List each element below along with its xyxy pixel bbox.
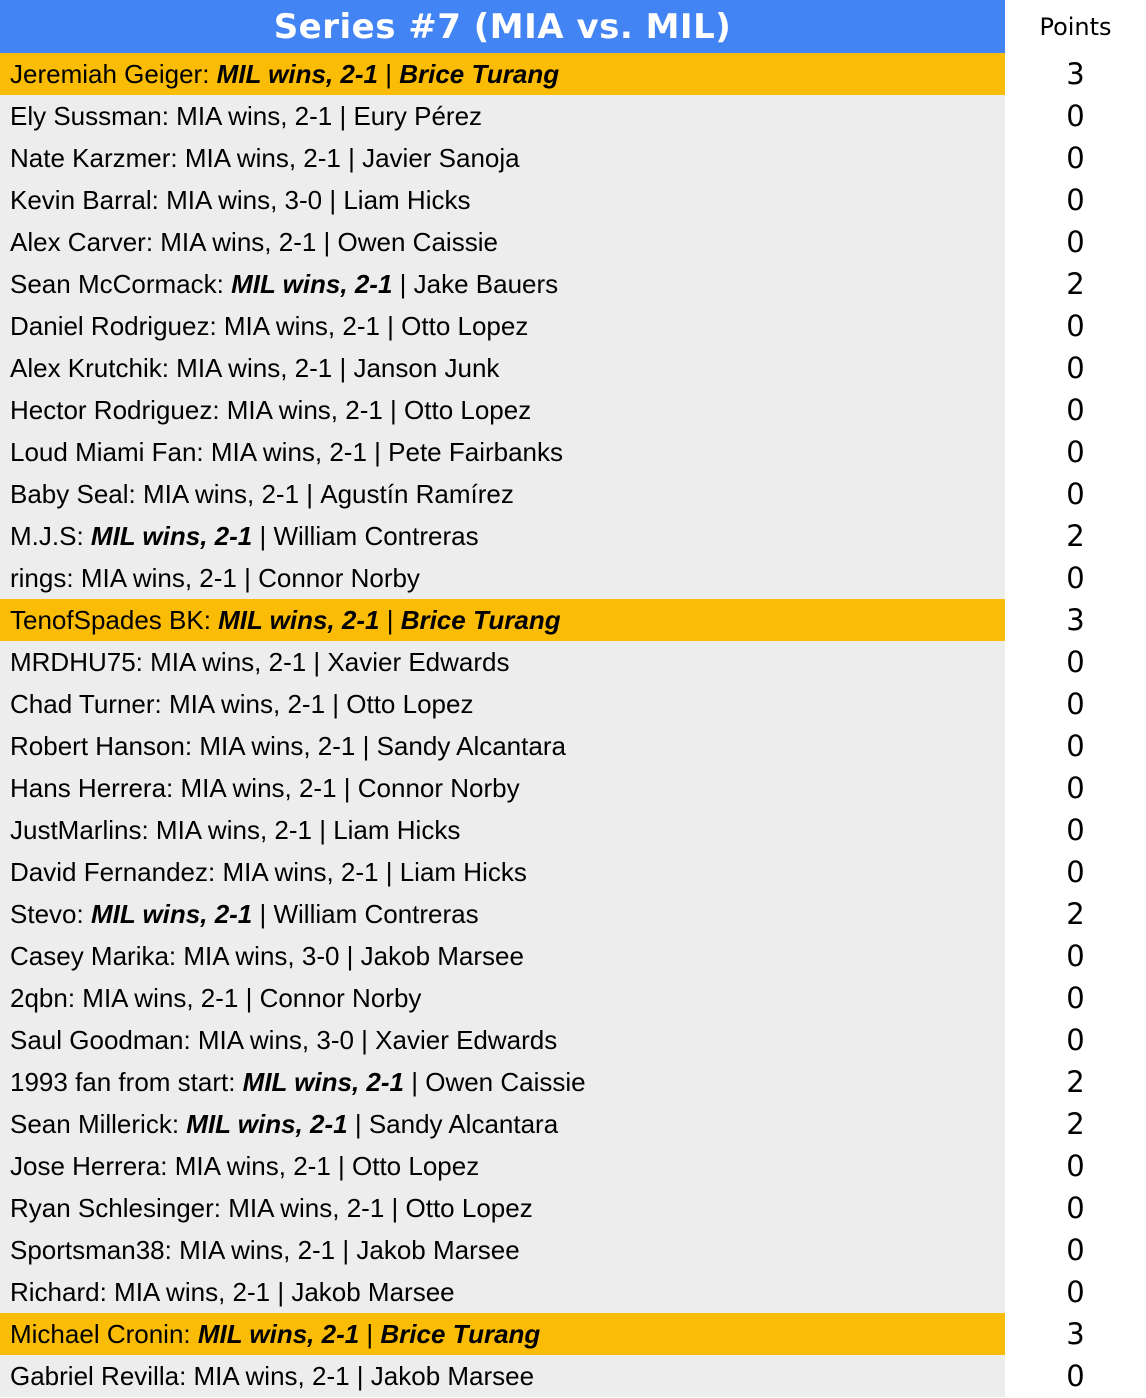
separator: | — [379, 604, 401, 635]
participant-name: Jeremiah Geiger: — [10, 58, 217, 89]
separator: | — [355, 730, 377, 761]
table-row — [0, 305, 1146, 347]
series-prediction: MIA wins, 3-0 — [166, 184, 323, 215]
series-prediction: MIL wins, 2-1 — [90, 898, 253, 929]
player-pick: Owen Caissie — [337, 226, 498, 257]
separator: | — [366, 436, 389, 467]
player-pick: Otto Lopez — [401, 310, 529, 341]
points-value: 2 — [1066, 897, 1085, 931]
points-cell — [1005, 767, 1146, 809]
separator: | — [316, 226, 338, 257]
participant-name: Baby Seal: — [10, 478, 143, 509]
prediction-cell — [0, 683, 1005, 725]
separator: | — [347, 1108, 369, 1139]
participant-name: Gabriel Revilla: — [10, 1360, 194, 1391]
points-value: 0 — [1066, 855, 1085, 889]
points-cell — [1005, 557, 1146, 599]
prediction-cell — [0, 53, 1005, 95]
points-value: 3 — [1066, 603, 1085, 637]
prediction-cell — [0, 641, 1005, 683]
prediction-cell — [0, 263, 1005, 305]
points-cell — [1005, 1019, 1146, 1061]
points-cell — [1005, 725, 1146, 767]
table-row — [0, 53, 1146, 95]
points-value: 0 — [1066, 1023, 1085, 1057]
player-pick: Liam Hicks — [333, 814, 461, 845]
separator: | — [339, 940, 361, 971]
player-pick: Eury Pérez — [353, 100, 483, 131]
points-cell — [1005, 389, 1146, 431]
participant-name: Chad Turner: — [10, 688, 169, 719]
points-cell — [1005, 809, 1146, 851]
prediction-cell — [0, 767, 1005, 809]
points-cell — [1005, 221, 1146, 263]
series-prediction: MIA wins, 2-1 — [82, 982, 239, 1013]
participant-name: JustMarlins: — [10, 814, 156, 845]
points-value: 0 — [1066, 141, 1085, 175]
prediction-cell — [0, 809, 1005, 851]
prediction-cell — [0, 1187, 1005, 1229]
separator: | — [382, 394, 405, 425]
points-cell — [1005, 1313, 1146, 1355]
points-value: 3 — [1066, 1317, 1085, 1351]
player-pick: Jakob Marsee — [360, 940, 524, 971]
separator: | — [336, 772, 358, 803]
points-cell — [1005, 599, 1146, 641]
player-pick: Janson Junk — [353, 352, 500, 383]
table-row — [0, 1313, 1146, 1355]
points-value: 0 — [1066, 183, 1085, 217]
table-row — [0, 1229, 1146, 1271]
separator: | — [353, 1024, 376, 1055]
points-cell — [1005, 851, 1146, 893]
separator: | — [335, 1234, 357, 1265]
separator: | — [238, 982, 260, 1013]
series-prediction: MIL wins, 2-1 — [216, 58, 378, 89]
points-header-cell — [1005, 0, 1146, 53]
table-row — [0, 1271, 1146, 1313]
series-prediction: MIA wins, 2-1 — [222, 856, 379, 887]
points-cell — [1005, 935, 1146, 977]
table-row — [0, 935, 1146, 977]
table-row — [0, 557, 1146, 599]
table-row — [0, 977, 1146, 1019]
participant-name: Stevo: — [10, 898, 91, 929]
series-prediction: MIA wins, 2-1 — [80, 562, 237, 593]
participant-name: Richard: — [10, 1276, 115, 1307]
participant-name: Saul Goodman: — [10, 1024, 198, 1055]
series-prediction: MIA wins, 2-1 — [210, 436, 367, 467]
points-value: 0 — [1066, 99, 1085, 133]
prediction-cell — [0, 1103, 1005, 1145]
player-pick: Agustín Ramírez — [320, 478, 514, 509]
table-row — [0, 809, 1146, 851]
player-pick: Xavier Edwards — [327, 646, 510, 677]
points-cell — [1005, 137, 1146, 179]
points-value: 2 — [1066, 1065, 1085, 1099]
player-pick: Brice Turang — [380, 1318, 541, 1349]
series-prediction: MIA wins, 2-1 — [223, 310, 380, 341]
table-row — [0, 599, 1146, 641]
prediction-cell — [0, 1271, 1005, 1313]
prediction-cell — [0, 1019, 1005, 1061]
participant-name: 2qbn: — [10, 982, 83, 1013]
table-row — [0, 263, 1146, 305]
separator: | — [332, 100, 354, 131]
series-prediction: MIA wins, 2-1 — [228, 1192, 385, 1223]
table-row — [0, 473, 1146, 515]
series-prediction: MIA wins, 2-1 — [114, 1276, 271, 1307]
player-pick: Otto Lopez — [405, 1192, 533, 1223]
prediction-cell — [0, 1229, 1005, 1271]
table-row — [0, 641, 1146, 683]
separator: | — [392, 268, 414, 299]
points-value: 0 — [1066, 1359, 1085, 1393]
participant-name: Hector Rodriguez: — [10, 394, 227, 425]
player-pick: William Contreras — [273, 898, 479, 929]
player-pick: Connor Norby — [357, 772, 520, 803]
player-pick: Owen Caissie — [425, 1066, 586, 1097]
table-row — [0, 389, 1146, 431]
separator: | — [349, 1360, 371, 1391]
player-pick: Xavier Edwards — [375, 1024, 558, 1055]
table-row — [0, 725, 1146, 767]
prediction-cell — [0, 1145, 1005, 1187]
prediction-cell — [0, 347, 1005, 389]
separator: | — [325, 688, 347, 719]
points-value: 2 — [1066, 519, 1085, 553]
prediction-cell — [0, 305, 1005, 347]
prediction-cell — [0, 137, 1005, 179]
participant-name: Loud Miami Fan: — [10, 436, 211, 467]
table-row — [0, 1019, 1146, 1061]
points-cell — [1005, 1355, 1146, 1397]
table-row — [0, 767, 1146, 809]
points-value: 0 — [1066, 939, 1085, 973]
separator: | — [340, 142, 363, 173]
table-row — [0, 347, 1146, 389]
table-row — [0, 221, 1146, 263]
player-pick: Otto Lopez — [346, 688, 474, 719]
series-prediction: MIA wins, 2-1 — [142, 478, 300, 509]
player-pick: Sandy Alcantara — [368, 1108, 559, 1139]
series-prediction: MIL wins, 2-1 — [90, 520, 253, 551]
prediction-cell — [0, 431, 1005, 473]
series-prediction: MIL wins, 2-1 — [218, 604, 380, 635]
prediction-cell — [0, 1313, 1005, 1355]
prediction-cell — [0, 599, 1005, 641]
series-prediction: MIL wins, 2-1 — [231, 268, 393, 299]
points-value: 0 — [1066, 393, 1085, 427]
separator: | — [332, 352, 354, 383]
prediction-cell — [0, 893, 1005, 935]
participant-name: Robert Hanson: — [10, 730, 200, 761]
points-value: 2 — [1066, 267, 1085, 301]
participant-name: Ely Sussman: — [10, 100, 177, 131]
points-header-label: Points — [1039, 12, 1112, 41]
series-prediction: MIA wins, 3-0 — [183, 940, 340, 971]
series-title: Series #7 (MIA vs. MIL) — [273, 6, 732, 47]
points-cell — [1005, 1271, 1146, 1313]
series-prediction: MIL wins, 2-1 — [186, 1108, 348, 1139]
prediction-cell — [0, 557, 1005, 599]
separator: | — [322, 184, 344, 215]
points-cell — [1005, 1061, 1146, 1103]
player-pick: Jake Bauers — [413, 268, 559, 299]
prediction-cell — [0, 515, 1005, 557]
points-value: 2 — [1066, 1107, 1085, 1141]
prediction-cell — [0, 935, 1005, 977]
player-pick: Connor Norby — [258, 562, 420, 593]
prediction-cell — [0, 1355, 1005, 1397]
participant-name: MRDHU75: — [10, 646, 151, 677]
separator: | — [270, 1276, 292, 1307]
player-pick: Otto Lopez — [352, 1150, 480, 1181]
points-value: 0 — [1066, 1275, 1085, 1309]
table-row — [0, 851, 1146, 893]
participant-name: 1993 fan from start: — [10, 1066, 243, 1097]
prediction-cell — [0, 179, 1005, 221]
series-prediction: MIA wins, 2-1 — [193, 1360, 350, 1391]
points-value: 0 — [1066, 771, 1085, 805]
player-pick: Otto Lopez — [404, 394, 532, 425]
series-prediction: MIA wins, 2-1 — [199, 730, 356, 761]
separator: | — [404, 1066, 426, 1097]
separator: | — [330, 1150, 352, 1181]
points-value: 0 — [1066, 477, 1085, 511]
points-cell — [1005, 1187, 1146, 1229]
series-prediction: MIA wins, 2-1 — [168, 688, 326, 719]
series-prediction: MIA wins, 2-1 — [174, 1150, 331, 1181]
participant-name: Hans Herrera: — [10, 772, 181, 803]
points-value: 0 — [1066, 561, 1085, 595]
participant-name: Jose Herrera: — [10, 1150, 175, 1181]
points-value: 0 — [1066, 1233, 1085, 1267]
participant-name: Daniel Rodriguez: — [10, 310, 224, 341]
participant-name: Kevin Barral: — [10, 184, 167, 215]
points-value: 0 — [1066, 225, 1085, 259]
separator: | — [359, 1318, 381, 1349]
points-value: 0 — [1066, 1191, 1085, 1225]
participant-name: David Fernandez: — [10, 856, 223, 887]
participant-name: Sean McCormack: — [10, 268, 232, 299]
points-cell — [1005, 515, 1146, 557]
series-prediction: MIA wins, 2-1 — [150, 646, 307, 677]
points-value: 0 — [1066, 687, 1085, 721]
points-value: 0 — [1066, 435, 1085, 469]
series-prediction: MIA wins, 2-1 — [179, 1234, 336, 1265]
points-cell — [1005, 977, 1146, 1019]
points-cell — [1005, 1145, 1146, 1187]
separator: | — [236, 562, 259, 593]
prediction-cell — [0, 95, 1005, 137]
points-value: 0 — [1066, 813, 1085, 847]
separator: | — [378, 58, 400, 89]
separator: | — [299, 478, 321, 509]
points-cell — [1005, 95, 1146, 137]
player-pick: Javier Sanoja — [362, 142, 520, 173]
points-cell — [1005, 1229, 1146, 1271]
series-prediction: MIL wins, 2-1 — [242, 1066, 405, 1097]
table-row — [0, 431, 1146, 473]
series-prediction: MIA wins, 3-0 — [197, 1024, 354, 1055]
player-pick: Sandy Alcantara — [376, 730, 566, 761]
table-row — [0, 1145, 1146, 1187]
separator: | — [379, 310, 402, 341]
table-row — [0, 1355, 1146, 1397]
points-cell — [1005, 179, 1146, 221]
table-row — [0, 1103, 1146, 1145]
prediction-cell — [0, 389, 1005, 431]
participant-name: M.J.S: — [10, 520, 91, 551]
participant-name: TenofSpades BK: — [10, 604, 219, 635]
player-pick: Connor Norby — [259, 982, 422, 1013]
participant-name: Nate Karzmer: — [10, 142, 185, 173]
points-value: 0 — [1066, 645, 1085, 679]
series-prediction: MIA wins, 2-1 — [176, 352, 333, 383]
points-value: 3 — [1066, 57, 1085, 91]
participant-name: Sportsman38: — [10, 1234, 180, 1265]
points-cell — [1005, 641, 1146, 683]
points-cell — [1005, 53, 1146, 95]
participant-name: Alex Carver: — [10, 226, 161, 257]
series-prediction: MIA wins, 2-1 — [155, 814, 312, 845]
separator: | — [384, 1192, 406, 1223]
points-value: 0 — [1066, 309, 1085, 343]
series-prediction: MIA wins, 2-1 — [160, 226, 317, 257]
points-value: 0 — [1066, 1149, 1085, 1183]
table-row — [0, 95, 1146, 137]
points-cell — [1005, 473, 1146, 515]
table-row — [0, 893, 1146, 935]
points-cell — [1005, 1103, 1146, 1145]
player-pick: Jakob Marsee — [370, 1360, 535, 1391]
player-pick: Brice Turang — [399, 58, 560, 89]
player-pick: Pete Fairbanks — [388, 436, 564, 467]
prediction-cell — [0, 473, 1005, 515]
participant-name: Alex Krutchik: — [10, 352, 177, 383]
player-pick: William Contreras — [273, 520, 479, 551]
points-cell — [1005, 263, 1146, 305]
participant-name: Sean Millerick: — [10, 1108, 187, 1139]
table-row — [0, 137, 1146, 179]
series-prediction: MIA wins, 2-1 — [226, 394, 383, 425]
separator: | — [252, 898, 274, 929]
table-header-row — [0, 0, 1146, 53]
points-cell — [1005, 893, 1146, 935]
prediction-cell — [0, 1061, 1005, 1103]
table-row — [0, 683, 1146, 725]
points-cell — [1005, 683, 1146, 725]
series-prediction: MIA wins, 2-1 — [180, 772, 337, 803]
player-pick: Jakob Marsee — [356, 1234, 520, 1265]
series-prediction: MIL wins, 2-1 — [197, 1318, 360, 1349]
table-row — [0, 1061, 1146, 1103]
player-pick: Liam Hicks — [343, 184, 471, 215]
participant-name: rings: — [10, 562, 81, 593]
separator: | — [311, 814, 334, 845]
points-value: 0 — [1066, 351, 1085, 385]
series-prediction: MIA wins, 2-1 — [176, 100, 333, 131]
series-header-cell — [0, 0, 1005, 53]
player-pick: Jakob Marsee — [291, 1276, 455, 1307]
player-pick: Liam Hicks — [399, 856, 527, 887]
table-row — [0, 179, 1146, 221]
prediction-cell — [0, 221, 1005, 263]
points-value: 0 — [1066, 729, 1085, 763]
rows — [0, 53, 1146, 1398]
prediction-cell — [0, 977, 1005, 1019]
prediction-cell — [0, 725, 1005, 767]
participant-name: Casey Marika: — [10, 940, 184, 971]
table-row — [0, 515, 1146, 557]
series-prediction: MIA wins, 2-1 — [184, 142, 341, 173]
separator: | — [378, 856, 400, 887]
prediction-cell — [0, 851, 1005, 893]
points-cell — [1005, 431, 1146, 473]
points-value: 0 — [1066, 981, 1085, 1015]
participant-name: Ryan Schlesinger: — [10, 1192, 229, 1223]
separator: | — [252, 520, 274, 551]
participant-name: Michael Cronin: — [10, 1318, 198, 1349]
table-row — [0, 1187, 1146, 1229]
separator: | — [306, 646, 328, 677]
player-pick: Brice Turang — [400, 604, 561, 635]
points-cell — [1005, 347, 1146, 389]
points-cell — [1005, 305, 1146, 347]
